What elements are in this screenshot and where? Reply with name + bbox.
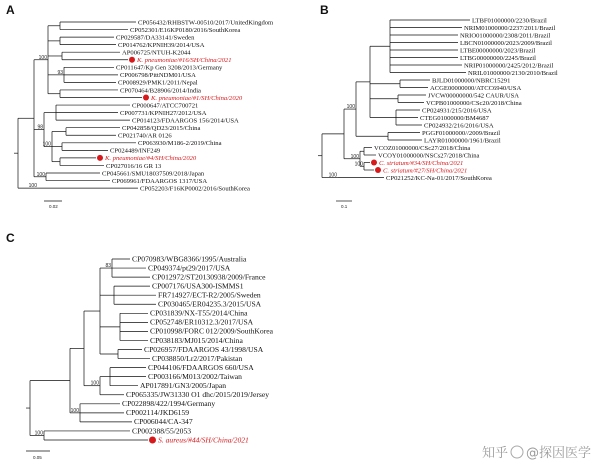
support-value: 98 — [37, 124, 43, 131]
watermark-author: @探因医学 — [526, 446, 592, 461]
panel-a — [6, 3, 274, 209]
panel-a-letter: A — [6, 3, 15, 17]
leaf-label: VCPB01000000/CSc20/2018/China — [426, 99, 522, 107]
watermark-logo-icon — [511, 446, 523, 458]
leaf-label: CP007176/USA300-ISMMS1 — [152, 281, 244, 291]
panel-c — [6, 231, 274, 460]
leaf-label: CP006044/CA-347 — [134, 417, 193, 427]
support-value: 100 — [28, 183, 37, 190]
leaf-label: CP063930/M186-2/2019/China — [138, 140, 222, 148]
leaf-label: C. striatum/#27/SH/China/2021 — [383, 167, 468, 175]
leaf-label: VCOY01000000/NSCs27/2018/China — [378, 152, 480, 160]
leaf-label: CP045661/SMU18037509/2018/Japan — [102, 170, 205, 178]
leaf-label: CP044106/FDAARGOS 660/USA — [148, 362, 254, 372]
leaf-label: CP003166/M013/2002/Taiwan — [148, 371, 242, 381]
leaf-label: CP065335/JW31330 O1 dhc/2015/2019/Jersey — [126, 390, 270, 400]
leaf-label: CP002114/JKD6159 — [126, 408, 190, 418]
leaf-label: CP038183/MJ015/2014/China — [150, 335, 243, 345]
leaf-label: CP022898/422/1994/Germany — [122, 399, 216, 409]
leaf-label: LTBG00000000/2245/Brazil — [460, 54, 536, 62]
leaf-label: S. aureus/#44/SH/China/2021 — [158, 435, 249, 445]
leaf-label: JVCW00000000/542 CAUR/USA — [428, 92, 520, 100]
leaf-label: CP024489/INF249 — [110, 147, 161, 155]
panel-c-scale-bar — [26, 451, 50, 460]
support-value: 100 — [350, 153, 359, 160]
panel-b-scale-bar — [336, 201, 352, 209]
leaf-label: CP008929/PMK1/2011/Nepal — [118, 79, 198, 87]
leaf-label: FR714927/ECT-R2/2005/Sweden — [158, 290, 261, 300]
leaf-label: CP011647/Kp Gen 3208/2013/Germany — [116, 64, 223, 72]
leaf-label: CP042858/QD23/2015/China — [122, 125, 201, 132]
highlight-marker-icon — [371, 160, 377, 166]
support-value: 100 — [38, 54, 47, 61]
support-value: 100 — [346, 104, 355, 111]
highlight-marker-icon — [149, 437, 156, 444]
leaf-label: PGGF01000000//2009/Brazil — [422, 129, 501, 137]
leaf-label: CP014762/KPNIH39/2014/USA — [118, 41, 205, 49]
leaf-label: CP029587/DA33141/Sweden — [116, 34, 195, 42]
leaf-label: CP030465/ER04235.3/2015/USA — [158, 299, 262, 309]
leaf-label: NRIL01000000/2130/2010/Brazil — [468, 69, 558, 77]
leaf-label: CP021252/KC-Na-01/2017/SouthKorea — [386, 174, 492, 182]
support-value: 100 — [70, 407, 79, 414]
panel-b-letter: B — [320, 3, 329, 17]
leaf-label: LAYR01000000/1961/Brazil — [424, 137, 501, 145]
support-value: 83 — [105, 263, 111, 270]
panel-c-scale-label: 0.05 — [33, 455, 42, 460]
highlight-marker-icon — [129, 57, 135, 63]
leaf-label: CP021740/AR 0126 — [118, 132, 172, 140]
leaf-label: CP024931/215/2016/USA — [422, 107, 492, 115]
leaf-label: K. pneumoniae/#1/SH/China/2020 — [151, 94, 243, 102]
leaf-label: NRIO01000000/2308/2011/Brazil — [460, 32, 551, 40]
leaf-label: CP010998/FORC 012/2009/SouthKorea — [150, 326, 273, 336]
panel-a-scale-label: 0.02 — [49, 204, 58, 209]
panel-b — [318, 3, 558, 209]
leaf-label: K. pneumoniae/#16/SH/China/2021 — [137, 57, 232, 65]
leaf-label: CP031839/NX-T55/2014/China — [150, 308, 248, 318]
highlight-marker-icon — [143, 95, 149, 101]
leaf-label: CTEG01000000/BM4687 — [420, 114, 489, 122]
support-value: 100 — [36, 171, 45, 178]
watermark — [482, 445, 591, 461]
panel-b-tree — [318, 17, 558, 182]
leaf-label: CP052301/E16KP0180/2016/SouthKorea — [130, 26, 241, 34]
highlight-marker-icon — [375, 167, 381, 173]
panel-c-letter: C — [6, 231, 15, 245]
leaf-label: LTBE00000000/2023/Brazil — [460, 47, 536, 55]
leaf-label: CP000647/ATCC700721 — [132, 102, 199, 110]
panel-a-tree — [14, 19, 274, 192]
watermark-site: 知乎 — [482, 446, 509, 461]
panel-c-tree — [26, 254, 274, 444]
leaf-label: C. striatum/#34/SH/China/2021 — [379, 159, 464, 167]
panel-b-scale-label: 0.1 — [341, 204, 348, 209]
leaf-label: CP056432/RHBSTW-00510/2017/UnitedKingdom — [138, 19, 274, 27]
leaf-label: CP006798/PittNDM01/USA — [120, 72, 196, 80]
leaf-label: CP027016/16 GR 13 — [106, 162, 162, 170]
leaf-label: CP026957/FDAARGOS 43/1998/USA — [144, 344, 264, 354]
leaf-label: AP017891/GN3/2005/Japan — [140, 381, 227, 390]
support-value: 100 — [328, 172, 337, 179]
leaf-label: CP007731/KPNIH27/2012/USA — [120, 109, 207, 117]
leaf-label: AP006725/NTUH-K2044 — [122, 49, 191, 57]
support-value: 93 — [57, 69, 63, 76]
leaf-label: ACGE00000000/ATCC6940/USA — [430, 84, 522, 92]
leaf-label: CP070983/WBG8366/1995/Australia — [132, 254, 247, 264]
leaf-label: CP002388/55/2053 — [132, 426, 192, 436]
leaf-label: LBCN01000000/2023/2009/Brazil — [460, 39, 552, 47]
leaf-label: CP069961/FDAARGOS 1317/USA — [112, 177, 208, 185]
leaf-label: BJLD01000000/NBRC15291 — [432, 77, 511, 85]
leaf-label: CP049374/pt29/2017/USA — [148, 263, 231, 273]
leaf-label: CP012972/ST20130938/2009/France — [152, 272, 266, 282]
leaf-label: CP024932/216/2016/USA — [424, 122, 494, 130]
leaf-label: NRIM01000000/2237/2011/Brazil — [464, 24, 556, 32]
panel-a-scale-bar — [44, 201, 62, 209]
leaf-label: CP052748/ER10312.3/2017/USA — [150, 317, 254, 327]
leaf-label: CP052203/F16KP0002/2016/SouthKorea — [140, 185, 250, 193]
support-value: 100 — [42, 141, 51, 148]
leaf-label: CP038850/Lr2/2017/Pakistan — [152, 353, 243, 363]
leaf-label: VCOZ01000000/CSc27/2018/China — [374, 144, 471, 152]
highlight-marker-icon — [97, 155, 103, 161]
support-value: 100 — [354, 161, 363, 168]
leaf-label: CP014123/FDAARGOS 156/2014/USA — [132, 117, 239, 125]
leaf-label: NRIP01000000/2425/2012/Brazil — [464, 62, 554, 70]
leaf-label: K. pneumoniae/#4/SH/China/2020 — [105, 155, 197, 163]
leaf-label: LTBF01000000/2230/Brazil — [472, 17, 547, 25]
leaf-label: CP070464/B28906/2014/India — [120, 87, 201, 95]
support-value: 100 — [34, 430, 43, 437]
support-value: 100 — [90, 380, 99, 387]
